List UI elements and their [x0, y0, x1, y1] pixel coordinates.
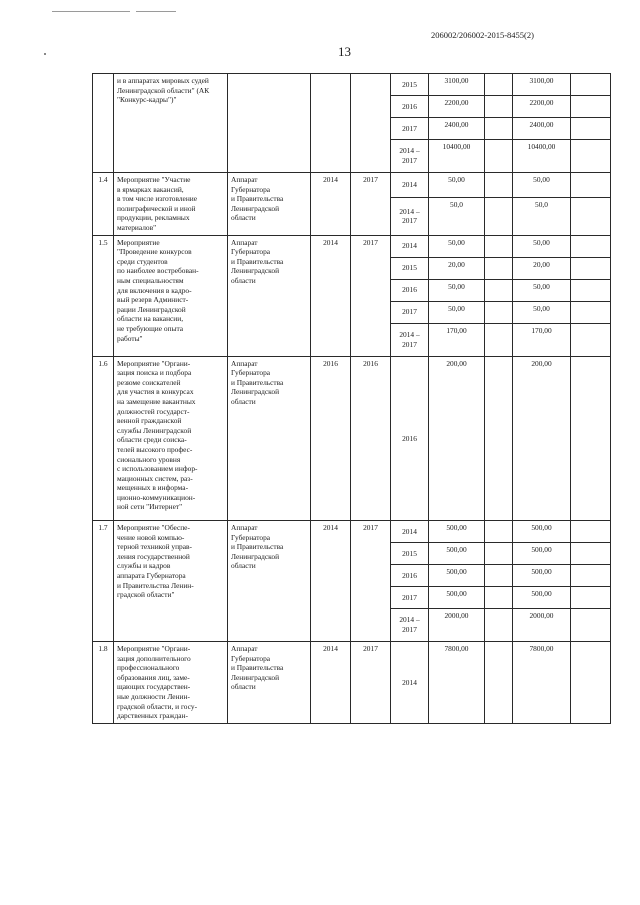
- funding-regional-budget: 2200,00: [513, 96, 571, 118]
- measure-description: Мероприятие "Обеспе- чение новой компью- терной техникой управ- ления государственной службы и кадров аппарата Губернатора и Правительства Ленин- градской области": [114, 521, 228, 642]
- empty-cell: [571, 279, 611, 301]
- funding-total: 500,00: [429, 565, 485, 587]
- funding-total: 2000,00: [429, 609, 485, 642]
- empty-cell: [485, 565, 513, 587]
- funding-regional-budget: 20,00: [513, 257, 571, 279]
- empty-cell: [571, 521, 611, 543]
- funding-regional-budget: 2000,00: [513, 609, 571, 642]
- end-year: 2017: [351, 235, 391, 356]
- empty-cell: [485, 140, 513, 173]
- scan-artifact-line: [136, 11, 176, 12]
- funding-total: 200,00: [429, 356, 485, 521]
- funding-total: 500,00: [429, 543, 485, 565]
- executor: Аппарат Губернатора и Правительства Ленинградской области: [228, 173, 311, 236]
- measure-number: 1.7: [93, 521, 114, 642]
- funding-year: 2014: [391, 173, 429, 198]
- funding-total: 7800,00: [429, 642, 485, 724]
- funding-total: 500,00: [429, 587, 485, 609]
- table-row: [93, 642, 611, 724]
- start-year: 2014: [311, 235, 351, 356]
- executor: Аппарат Губернатора и Правительства Ленинградской области: [228, 356, 311, 521]
- funding-year: 2016: [391, 279, 429, 301]
- table-row: [93, 235, 611, 257]
- funding-year: 2015: [391, 74, 429, 96]
- funding-year: 2014: [391, 521, 429, 543]
- measure-number: 1.8: [93, 642, 114, 724]
- funding-total: 2400,00: [429, 118, 485, 140]
- funding-total: 10400,00: [429, 140, 485, 173]
- end-year: 2016: [351, 356, 391, 521]
- empty-cell: [571, 198, 611, 236]
- funding-regional-budget: 500,00: [513, 565, 571, 587]
- start-year: [311, 74, 351, 173]
- funding-year: 2014 – 2017: [391, 140, 429, 173]
- funding-regional-budget: 7800,00: [513, 642, 571, 724]
- funding-total: 50,00: [429, 173, 485, 198]
- funding-year: 2014 – 2017: [391, 323, 429, 356]
- start-year: 2014: [311, 173, 351, 236]
- funding-year: 2016: [391, 565, 429, 587]
- funding-year: 2014 – 2017: [391, 609, 429, 642]
- measure-description: Мероприятие "Участие в ярмарках вакансий, в том числе изготовление полиграфической и иной продукции, рекламных материалов": [114, 173, 228, 236]
- empty-cell: [485, 257, 513, 279]
- empty-cell: [571, 140, 611, 173]
- funding-regional-budget: 50,0: [513, 198, 571, 236]
- table-row: [93, 173, 611, 198]
- empty-cell: [571, 74, 611, 96]
- empty-cell: [485, 74, 513, 96]
- funding-regional-budget: 500,00: [513, 587, 571, 609]
- funding-year: 2014: [391, 235, 429, 257]
- end-year: 2017: [351, 642, 391, 724]
- empty-cell: [485, 609, 513, 642]
- funding-regional-budget: 500,00: [513, 521, 571, 543]
- funding-total: 50,00: [429, 235, 485, 257]
- funding-regional-budget: 50,00: [513, 235, 571, 257]
- empty-cell: [571, 173, 611, 198]
- funding-regional-budget: 500,00: [513, 543, 571, 565]
- empty-cell: [571, 565, 611, 587]
- empty-cell: [485, 198, 513, 236]
- scan-artifact-line: [52, 11, 130, 12]
- funding-regional-budget: 200,00: [513, 356, 571, 521]
- empty-cell: [485, 587, 513, 609]
- empty-cell: [485, 96, 513, 118]
- empty-cell: [485, 301, 513, 323]
- empty-cell: [571, 118, 611, 140]
- empty-cell: [485, 521, 513, 543]
- funding-year: 2016: [391, 96, 429, 118]
- funding-year: 2014 – 2017: [391, 198, 429, 236]
- funding-total: 3100,00: [429, 74, 485, 96]
- end-year: [351, 74, 391, 173]
- empty-cell: [571, 642, 611, 724]
- empty-cell: [571, 96, 611, 118]
- end-year: 2017: [351, 521, 391, 642]
- empty-cell: [571, 356, 611, 521]
- table-row: [93, 74, 611, 96]
- empty-cell: [571, 301, 611, 323]
- scan-artifact-dot: [44, 53, 46, 55]
- empty-cell: [485, 118, 513, 140]
- empty-cell: [485, 543, 513, 565]
- measure-description: и в аппаратах мировых судей Ленинградской области" (АК "Конкурс-кадры")": [114, 74, 228, 173]
- funding-regional-budget: 170,00: [513, 323, 571, 356]
- empty-cell: [571, 543, 611, 565]
- measure-description: Мероприятие "Проведение конкурсов среди студентов по наиболее востребован- ным специальностям для включения в кадро- вый резерв Админист- рации Ленинградской области на вакансии, не требующие опыта работы": [114, 235, 228, 356]
- page-number: 13: [338, 44, 351, 59]
- executor: [228, 74, 311, 173]
- funding-regional-budget: 2400,00: [513, 118, 571, 140]
- measure-number: 1.6: [93, 356, 114, 521]
- table-row: [93, 521, 611, 543]
- measure-description: Мероприятие "Органи- зация дополнительного профессионального образования лиц, заме- щающих государствен- ные должности Ленин- градской области, и госу- дарственных граждан-: [114, 642, 228, 724]
- empty-cell: [485, 173, 513, 198]
- funding-total: 20,00: [429, 257, 485, 279]
- empty-cell: [485, 642, 513, 724]
- funding-year: 2017: [391, 587, 429, 609]
- funding-total: 500,00: [429, 521, 485, 543]
- funding-total: 50,0: [429, 198, 485, 236]
- executor: Аппарат Губернатора и Правительства Ленинградской области: [228, 642, 311, 724]
- funding-total: 2200,00: [429, 96, 485, 118]
- start-year: 2014: [311, 642, 351, 724]
- funding-regional-budget: 50,00: [513, 279, 571, 301]
- empty-cell: [485, 279, 513, 301]
- funding-year: 2015: [391, 257, 429, 279]
- table-row: [93, 356, 611, 521]
- funding-year: 2017: [391, 118, 429, 140]
- funding-regional-budget: 3100,00: [513, 74, 571, 96]
- funding-year: 2014: [391, 642, 429, 724]
- empty-cell: [571, 587, 611, 609]
- measure-description: Мероприятие "Органи- зация поиска и подбора резюме соискателей для участия в конкурсах на замещение вакантных должностей государст- венной гражданской службы Ленинградской области среди соиска- телей высокого профес- сионального уровня с использованием инфор- мационных систем, раз- мещенных в информа- ционно-коммуникацион- ной сети "Интернет": [114, 356, 228, 521]
- funding-total: 170,00: [429, 323, 485, 356]
- funding-year: 2017: [391, 301, 429, 323]
- funding-regional-budget: 10400,00: [513, 140, 571, 173]
- funding-regional-budget: 50,00: [513, 301, 571, 323]
- end-year: 2017: [351, 173, 391, 236]
- measure-number: [93, 74, 114, 173]
- start-year: 2016: [311, 356, 351, 521]
- empty-cell: [571, 235, 611, 257]
- funding-regional-budget: 50,00: [513, 173, 571, 198]
- empty-cell: [485, 235, 513, 257]
- empty-cell: [485, 323, 513, 356]
- document-id: 206002/206002-2015-8455(2): [431, 30, 534, 40]
- empty-cell: [571, 609, 611, 642]
- measure-number: 1.5: [93, 235, 114, 356]
- measure-number: 1.4: [93, 173, 114, 236]
- funding-year: 2016: [391, 356, 429, 521]
- empty-cell: [571, 257, 611, 279]
- start-year: 2014: [311, 521, 351, 642]
- empty-cell: [485, 356, 513, 521]
- funding-year: 2015: [391, 543, 429, 565]
- executor: Аппарат Губернатора и Правительства Ленинградской области: [228, 521, 311, 642]
- program-measures-table: [92, 73, 610, 724]
- empty-cell: [571, 323, 611, 356]
- executor: Аппарат Губернатора и Правительства Ленинградской области: [228, 235, 311, 356]
- funding-total: 50,00: [429, 301, 485, 323]
- funding-total: 50,00: [429, 279, 485, 301]
